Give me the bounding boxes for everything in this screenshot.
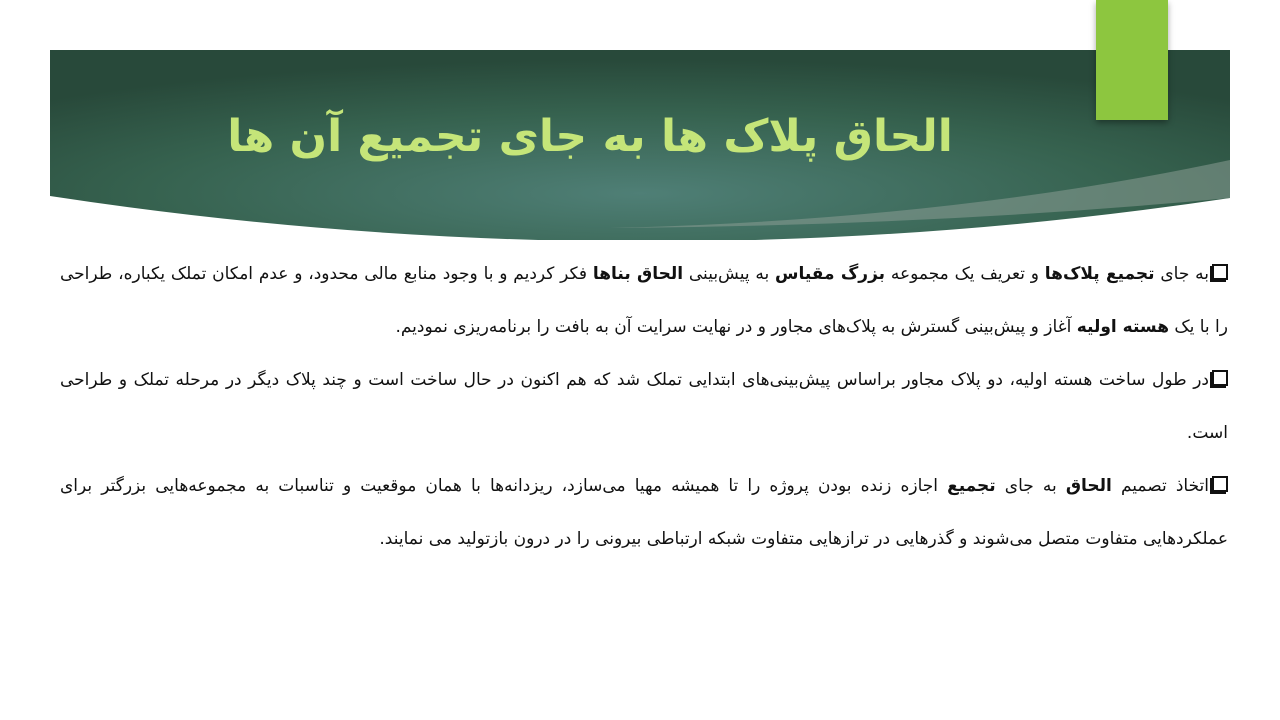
- paragraph-3: [60, 460, 1228, 566]
- checkbox-bullet-icon: [1212, 264, 1228, 280]
- paragraph-text: به جای تجمیع پلاک‌ها و تعریف یک مجموعه بزرگ مقیاس به پیش‌بینی الحاق بناها فکر کردیم و با وجود منابع مالی محدود، و عدم امکان تملک یکباره، طراحی را با یک هسته اولیه آغاز و پیش‌بینی گسترش به پلاک‌های مجاور و در نهایت سرایت آن به بافت را برنامه‌ریزی نمودیم.: [60, 264, 1228, 337]
- paragraph-2: [60, 354, 1228, 460]
- accent-bar: [1096, 0, 1168, 120]
- slide-content: [60, 248, 1228, 566]
- checkbox-bullet-icon: [1212, 370, 1228, 386]
- paragraph-text: اتخاذ تصمیم الحاق به جای تجمیع اجازه زنده بودن پروژه را تا همیشه مهیا می‌سازد، ریزدانه‌ها با همان موقعیت و تناسبات به مجموعه‌هایی بزرگتر برای عملکردهایی متفاوت متصل می‌شوند و گذرهایی در ترازهایی متفاوت شبکه ارتباطی بیرونی را در درون بازتولید می نمایند.: [60, 476, 1228, 549]
- paragraph-text: در طول ساخت هسته اولیه، دو پلاک مجاور براساس پیش‌بینی‌های ابتدایی تملک شد که هم اکنون در حال ساخت است و چند پلاک دیگر در مرحله تملک و طراحی است.: [60, 370, 1228, 443]
- checkbox-bullet-icon: [1212, 476, 1228, 492]
- paragraph-1: [60, 248, 1228, 354]
- slide-title: الحاق پلاک ها به جای تجمیع آن ها: [227, 111, 953, 162]
